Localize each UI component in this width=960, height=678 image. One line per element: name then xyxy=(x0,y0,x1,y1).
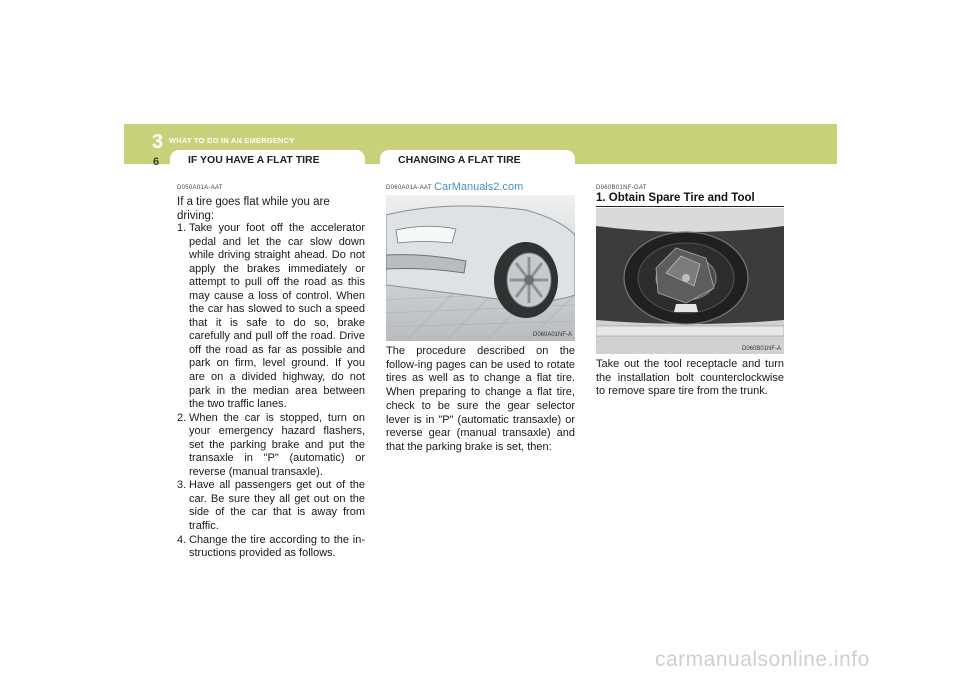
image-label: D060B01NF-A xyxy=(742,346,782,352)
footer-watermark: carmanualsonline.info xyxy=(655,648,870,671)
heading-divider xyxy=(596,206,784,207)
section-code: D060B01NF-GAT xyxy=(596,185,647,191)
section-code: D050A01A-AAT xyxy=(177,185,223,191)
list-item: 4. Change the tire according to the in-structions provided as follows. xyxy=(177,533,365,560)
body-text: The procedure described on the follow-ing pages can be used to rotate tires as well as to change a flat tire. When preparing to change a flat tire, check to be sure the gear selector lever is in "P" (automatic transaxle) or reverse gear (manual transaxle) and that the parking brake is set, then: xyxy=(386,345,575,453)
step-heading: 1. Obtain Spare Tire and Tool xyxy=(596,192,755,204)
chapter-title: WHAT TO DO IN AN EMERGENCY xyxy=(169,136,295,145)
page-number: 6 xyxy=(153,156,160,168)
section-tab-changing-flat-tire: CHANGING A FLAT TIRE xyxy=(380,150,575,168)
chapter-number: 3 xyxy=(152,131,164,153)
image-label: D060A01NF-A xyxy=(533,332,573,338)
list-item: 2. When the car is stopped, turn on your emergency hazard flashers, set the parking brake and put the transaxle in "P" (automatic) or reverse (manual transaxle). xyxy=(177,411,365,478)
intro-text: If a tire goes flat while you are driving: xyxy=(177,196,330,222)
trunk-spare-tire-image xyxy=(596,208,784,354)
car-front-wheel-image xyxy=(386,195,575,341)
watermark-link[interactable]: CarManuals2.com xyxy=(434,181,524,193)
section-code: D060A01A-AAT xyxy=(386,185,432,191)
body-text: Take out the tool receptacle and turn the installation bolt counterclockwise to remove spare tire from the trunk. xyxy=(596,358,784,398)
list-item: 3. Have all passengers get out of the car. Be sure they all get out on the side of the car that is away from traffic. xyxy=(177,479,365,533)
steps-list xyxy=(177,222,365,561)
section-tab-flat-tire: IF YOU HAVE A FLAT TIRE xyxy=(170,150,365,168)
list-item: 1. Take your foot off the accelerator pedal and let the car slow down while driving straight ahead. Do not apply the brakes immediately or attempt to pull off the road as this may cause a loss of control. When the car has slowed to such a speed that it is safe to do so, brake carefully and pull off the road. Drive off the road as far as possible and park on firm, level ground. If you are on a divided highway, do not park in the median area between the two traffic lanes. xyxy=(177,222,365,411)
